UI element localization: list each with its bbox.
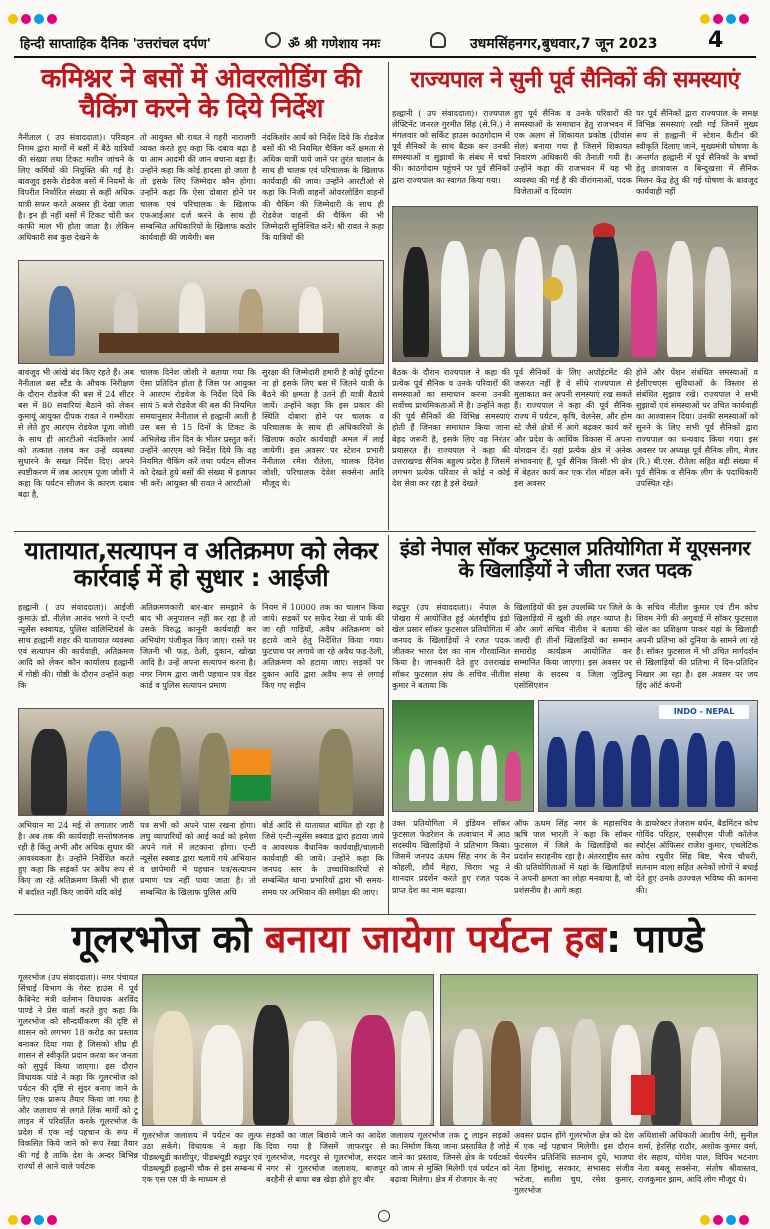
futsal-col2: खिलाड़ियों की इस उपलब्धि पर जिले के खिलाड़ियों में खुशी की लहर व्याप्त है। और आगे सचिव नीतीश ने बताया की जल्दी ही तीनों खिलाड़ियों का सम्मान समारोह कार्यक्रम आयोजित कर सम्मानित किया जाएगा। इस अवसर पर संस्था के सदस्य व जिला जुडिल्यू एसोसिएशन [514,602,632,690]
footer-dots-left [8,1210,68,1222]
gathering-photo [440,974,758,1126]
headline-futsal: इंडो नेपाल सॉकर फुटसाल प्रतियोगिता में यूएसनगर के खिलाड़ियों ने जीता रजत पदक [399,536,751,583]
masthead-date: उधमसिंहनगर,बुधवार,7 जून 2023 [470,36,658,52]
vertical-divider [388,62,389,530]
vertical-divider-2 [388,535,389,915]
page-number: 4 [708,28,724,53]
headline-gularbhoj [18,918,758,972]
governor-col1b: बैठक के दौरान राज्यपाल ने कहा की प्रत्येक पूर्व सैनिक व उनके परिवारों की समस्याओं का समाधान करना उनकी सर्वोच्च प्राथमिकताओं में है। उन्होंने कहा की पूर्व सैनिकों की विभिन्न समस्याएं होती हैं जिनका समाधान किया जाना बेहद जरूरी है, इसके लिए वह निरंतर प्रयासरत हैं। राज्यपाल ने कहा की उत्तराखण्ड सैनिक बहुल्य प्रदेश है जिसमें लगभग प्रत्येक परिवार से कोई न कोई देश सेवा कर रहा है इसे देखते [392,367,510,488]
traffic-col3b: बोर्ड आदि से यातायात बाधित हो रहा है जिसे एन्टी-न्यूसेंस स्क्वाड द्वारा हटाया जाये व आवश्यक वैधानिक कार्यवाही/चालानी कार्यवाही की जाये। उन्होंने कहा कि जनपद स्तर के उच्चाधिकारियों से सम्बन्धित थाना प्रभारियों द्वारा भी समय-समय पर अभियान की समीक्षा की जाए। [262,820,384,897]
overloading-col2: तो आयुक्त श्री रावत ने गहरी नाराजगी व्यक्त करते हुए कहा कि दबाव बढ़ा है या आम आदमी की जान बचाना बड़ा है। उन्होंने कहा कि कोई हादसा हो जाता है तो इसके लिए जिम्मेदार कौन होगा। उन्होंने कहा कि ऐसा दोबारा होने पर चालक एवं परिचालक के खिलाफ एफआईआर दर्ज करने के साथ ही सम्बन्धित अधिकारियों के खिलाफ कठोर कार्यवाही की जायेगी। बस [140,132,256,242]
governor-col2b: पूर्व सैनिकों के लिए अपॉइंटमेंट की जरूरत नहीं है वे सीधे राज्यपाल से मुलाकात कर अपनी समस्याएं रख सकते हैं। राज्यपाल ने कहा की पूर्व सैनिक राज्य में पर्यटन, कृषि, वेलनेस, और होम स्टे जैसे क्षेत्रों में आगे बढ़कर कार्य करें और प्रदेश के आर्थिक विकास में अपना योगदान दें। यहां प्रत्येक क्षेत्र में अनेक संभावनाएं हैं, पूर्व सैनिक किसी भी क्षेत्र में बेहतर कार्य कर एक रोल मॉडल बनें। इस अवसर [514,367,632,488]
futsal-col3: के सचिव नीतीश कुमार एवं टीम कोच शिवम नेगी की अगुवाई में सॉकर फुटसाल खेल का प्रशिक्षण पाकर यहां के खिलाड़ी अपनी प्रतिभा को दुनिया के सामने ला रहे हैं। सॉकर फुटसाल में भी उचित मार्गदर्शन से खिलाड़ियों की प्रतिभा में दिन-प्रतिदिन निखार आ रहा है। इस अवसर पर जय हिंद ऑर्ट कंपनी [636,602,758,690]
overloading-col1: नैनीताल ( उप संवाददाता)। परिवहन निगम द्वारा मार्गों में बसों में बैठे यात्रियों की संख्या तथा टिकट मशीन जांचने के लिए कर्मियों की नियुक्ति की गई है। बावजूद इसके रोडवेज बसों में नियमों के विपरीत निर्धारित संख्या से कहीं अधिक यात्री सफर करते अक्सर ही देखा जाता है। इन ही नहीं बसों में टिकट चोरी कर काफी माल भी होता जाता है। लेकिन अधिकारी सब कुछ देखने के [18,132,134,242]
futsal-banner: INDO - NEPAL [659,705,749,719]
futsal-col1: रुद्रपुर (उप संवाददाता)। नेपाल के पोखरा में आयोजित हुई अंतर्राष्ट्रीय इंडो खेल प्रसार सॉकर फुटसाल प्रतियोगिता में जनपद के खिलाड़ियों ने रजत पदक जीतकर भारत देश का नाम गौरवान्वित किया है। जानकारी देते हुए उत्तराखंड सॉकर फुटसाल संघ के सचिव नीतीश कुमार ने बताया कि [392,602,510,690]
traffic-col1: हल्द्वानी ( उप संवाददाता)। आईजी कुमाऊं डॉ. नीलेश आनंद भरणे ने एन्टी न्यूसेंस स्क्वायड, पुलिस वालिन्टियर्स के साथ हल्द्वानी शहर की यातायात व्यवस्था एवं सत्यापन की कार्यवाही, अतिक्रमण आदि को लेकर कौन कार्यालय हल्द्वानी में गोष्ठी की। गोष्ठी के दौरान उन्होंने कहा कि [18,602,134,690]
overloading-col3: नंदकिशोर आर्य को निर्देश दिये कि रोडवेज बसों की भी नियमित चैकिंग करें क्षमता से अधिक यात्री पाये जाने पर तुरंत चालान के साथ ही चालक एवं परिचालक के खिलाफ कार्यवाही की जाय। उन्होंने आरटीओ से कहा कि निजी वाहनों ओवरलोडिंग वाहनों की चैकिंग की जिम्मेदारी के साथ ही रोडवेज वाहनों की चैकिंग की भी जिम्मेदारी सुनिश्चित करें। श्री रावत ने कहा कि यात्रियों की [262,132,384,242]
futsal-col3b: के डायरेक्टर तेजराम बर्धन, बैडमिंटन कोच गोविंद परिहार, एसबीएस पीजी कॉलेज स्पोर्ट्स ऑफिसर राजेश कुमार, एथलेटिक कोच रघुवीर सिंह बिष्ट, भैरव चौधरी, सतनाम वाला सहित अनेकों लोगों ने बधाई देते हुए उनके उज्ज्वल भविष्य की कामना की। [636,818,758,895]
press-conference-photo [142,974,434,1126]
om-emblem-icon [265,32,281,48]
headline-governor: राज्यपाल ने सुनी पूर्व सैनिकों की समस्याएं [410,67,740,93]
gularbhoj-col3: जलाशय गूलरभोज तक टू लाइन सड़कों का निर्माण किया जाना प्रस्तावित है जोड़े जाने का प्रस्ताव, जिनसे क्षेत्र के पर्यटकों को जाम से मुक्ति मिलेगी एवं पर्यटन को बढ़ावा मिलेगा। क्षेत्र में रोजगार के नए [390,1130,510,1185]
section-rule-2 [14,914,756,915]
section-rule [14,531,756,532]
futsal-team-photo-1 [392,700,534,812]
headline-gularbhoj-part3: : पाण्डे [605,917,705,961]
governor-col1: हल्द्वानी ( उप संवाददाता)। राज्यपाल लेफ्टिनेंट जनरल गुरमीत सिंह (से.नि.) ने मंगलवार को सर्किट हाउस काठगोदाम में पूर्व सैनिकों के साथ बैठक कर उनकी समस्याओं व सुझावों के संबंध में चर्चा की। काठगोदाम पहुंचने पर पूर्व सैनिकों द्वारा राज्यपाल का स्वागत किया गया। [392,108,510,185]
traffic-col2: अतिक्रमणकारी बार-बार समझाने के बाद भी अनुपालन नहीं कर रहा है तो उसके विरुद्ध कानूनी कार्यवाही कर अभियोग पंजीकृत किए जाए। रास्ते पर जितनी भी फड़, ठेली, दुकान, खोखा आदि है। उन्हें अपना सत्यापन करना है। नगर निगम द्वारा जारी पहचान पत्र वेंडर कार्ड व पुलिस सत्यापन प्रमाण [140,602,256,690]
governor-col3b: होने और पेंशन संबंधित समस्याओं व ईसीएचएस सुविधाओं के विस्तार से संबंधित सुझाव रखे। राज्यपाल ने सभी सुझावों एवं समस्याओं पर उचित कार्यवाही का आश्वासन दिया। उनकी समस्याओं को सुनने के लिए सभी पूर्व सैनिकों द्वारा राज्यपाल का धन्यवाद किया गया। इस अवसर पर अध्यक्ष पूर्व सैनिक लीग, मेजर (रि.) बी.एस. रौतेला सहित बड़ी संख्या में पूर्व सैनिक व सैनिक लीग के पदाधिकारी उपस्थित रहे। [636,367,758,488]
ganesh-emblem-icon [430,32,446,48]
futsal-col1b: उक्त प्रतियोगिता में इंडियन सॉकर फुटसाल फेडरेशन के तत्वाधान में आठ सदस्यीय खिलाड़ियों ने प्रतिभाग किया। जिसमें जनपद ऊधम सिंह नगर के नैन कोहली, शौर्य मेहरा, चिराग भट्ट ने शानदार प्रदर्शन करते हुए रजत पदक प्राप्त देश का नाम बढ़ाया। [392,818,510,895]
governor-photo [392,206,758,362]
gularbhoj-col5: अधिशासी अधिकारी आशीष नेगी, सुनील शर्मा, हेरसिंह राठौर, अशोक कुमार वर्मा, शेर सहाय, योगेश पाल, विपिन भटनाग नेता बबलू सक्सेना, संतोष श्रीवास्तव, राजकुमार झाम, आदि लोग मौजूद थे। [638,1130,758,1185]
headline-gularbhoj-part2: बनाया जायेगा पर्यटन हब [264,917,606,961]
masthead-invocation: ॐ श्री गणेशाय नमः [288,37,381,52]
gularbhoj-intro: गूलरभोज (उप संवाददाता)। नगर पंचायत सिंचाई विभाग के गेस्ट हाउस में पूर्व कैबिनेट मंत्री वर्तमान विधायक अरविंद पाण्डे ने प्रेस वार्ता करते हुए कहा कि गूलरभोज को सौन्दर्यीकरण की दृष्टि से शासन को लगभग 18 करोड़ का प्रस्ताव बनाकर दिया गया है जिसको शीघ्र ही शासन से स्वीकृति प्रदान करवा कर जनता को सुपुर्द किया जाएगा। इस दौरान विधायक पांडे ने कहा कि गूलरभोज को पर्यटन की दृष्टि से सुंदर बनाए जाने के लिए एक प्रारूप तैयार किया जा गया है और जलाशय से लगते लिंक मार्गो को टू लाइन में परिवर्तित करके गूलरभोज के प्रदेश में एक नई पहचान के रूप में विकसित किये जाने को रूप रेखा तैयार की गई है ताकि देश के अन्दर बिभिन्न राज्यों से आने वाले पर्यटक [18,972,138,1171]
traffic-col3: नियम में 10000 तक का चालान किया जाये। सड़कों पर सफेद रेखा से पार्क की जा रही गाड़ियाँ, अवैध अतिक्रमण को हटाये जाने हेतु निर्देशित किया गया। फुटपाथ पर लगाये जा रहे अवैध फड़-ठेली, अतिक्रमण को हटाया जाए। सड़कों पर दुकान आदि द्वारा अवैध रूप से लगाई किए गए सड़ीन [262,602,384,690]
footer-registration-mark-icon [378,1210,390,1222]
governor-col2: हुए पूर्व सैनिक व उनके परिवारों की समस्याओं के समाधान हेतु राजभवन में एक अलग से शिकायत प्रकोष्ठ (ग्रीवांस सेल) बनाया गया है जिसमें शिकायत निवारण अधिकारी की तैनाती गयी है। उन्होंने कहा की राजभवन में यह भी व्यवस्था की गई है की वीरांगनाओं, पदक विजेताओं व दिव्यांग [514,108,632,196]
overloading-col2b: चालक दिनेश जोशी ने बताया गया कि ऐसा प्रतिदिन होता है जिस पर आयुक्त ने आरएम रोडवेज के निर्देश दिये कि सायं 5 बजे रोडवेज की बस की नियमित समयानुसार नैनीताल से हल्द्वानी आती है उस बस से 15 दिनों के टिकट के अभिलेख तीन दिन के भीतर प्रस्तुत करें। उन्होंने आरएम को निर्देश दिये कि वह नियमित चैकिंग करें तथा पर्यटन सीजन को देखते हुये बसों की संख्या में इजाफा भी करें। आयुक्त श्री रावत ने आरटीओ [140,367,256,488]
gularbhoj-col1: गूलरभोज जलाशय में पर्यटन का लुत्फ उठा सकेंगे। विधायक ने कहा कि पीडब्ल्यूडी काशीपुर, पीडब्ल्यूडी रुद्रपुर एवं पीडब्ल्यूडी हल्द्वानी चौक से इस सम्बन्ध में एक एस एस पी के माध्यम से [142,1130,262,1185]
headline-gularbhoj-part1: गूलरभोज को [71,917,265,961]
overloading-col3b: सुरक्षा की जिम्मेदारी हमारी है कोई दुर्घटना ना हो इसके लिए बस में जितने यात्री के बैठने की क्षमता है उतने ही यात्री बैठाये जायें। उन्होंने कहा कि इस प्रकार की स्थिति दोबारा होने पर चालक व परिचालक के साथ ही अधिकारियों के खिलाफ कठोर कार्यवाही अमल में लाई जायेगी। इस अवसर पर स्टेशन प्रभारी नैनीताल रमेश रौतेला, चालक दिनेश जोशी, परिचालक देवेश सक्सेना आदि मौजूद थे। [262,367,384,488]
overloading-col1b: बावजूद भी आंखे बंद किए रहते हैं। अब नैनीताल बस स्टैंड के औचक निरीक्षण के दौरान रोडवेज की बस में 24 सीटर बस में 80 सवारियां बैठाने को लेकर कुमायूं आयुक्त दीपक रावत ने गम्भीरता से लेते हुए आरएम रोडवेज पूजा जोशी के साथ ही आरटीओ नंदकिशोर आर्य को तत्काल तलब कर उन्हें व्यवस्था सुधारने के सख्त निर्देश दिए। अपने स्पष्टीकरण में जब आरएम पूजा जोशी ने कहा कि पर्यटन सीजन के कारण दबाव बढ़ा है, [18,367,134,500]
futsal-col2b: ऑफ ऊधम सिंह नगर के महासचिव ऋषि पाल भारती ने कहा कि सॉकर फुटसाल में जिले के खिलाड़ियों का प्रदर्शन सराहनीय रहा है। अंतरराष्ट्रीय स्तर की प्रतियोगिताओं में यहां के खिलाड़ियों ने अपनी क्षमता का लोहा मनवाया है, जो प्रशंसनीय है। आगे कहा [514,818,632,895]
headline-overloading: कमिश्नर ने बसों में ओवरलोडिंग की चैकिंग करने के दिये निर्देश [41,63,361,124]
futsal-team-photo-2 [538,700,758,812]
traffic-col1b: अभियान मा 24 मई से लगातार जारी है। अब तक की कार्यवाही सन्तोषजनक रही है किंतु अभी और अधिक सुधार की आवश्यकता है। उन्होंने निर्देशित करते हुए कहा कि सड़कों पर अवैध रूप से किए जा रहे अतिक्रमण किसी भी हाल में बर्दाश्त नहीं किए जायेंगे यदि कोई [18,820,134,897]
masthead-rule [14,56,756,58]
headline-traffic: यातायात,सत्यापन व अतिक्रमण को लेकर कार्रवाई में हो सुधार : आईजी [24,536,378,593]
color-dots-right [700,9,760,21]
masthead-paper-name: हिन्दी साप्ताहिक दैनिक 'उत्तरांचल दर्पण' [20,37,211,52]
gularbhoj-col4: अवसर प्रदान होंगे गूलरभोज क्षेत्र को देश में एक नई पहचान मिलेगी। इस दौरान चेयरमैन प्रतिनिधि सतनाम दुधे, भाजपा नेता हिमांशु, सरकार, सभासद संजीव भटेजा, सतीश चुघ, रमेश कुमार, गुलरभोज [514,1130,634,1196]
color-dots-left [8,9,68,21]
footer-dots-right [700,1210,760,1222]
ig-meeting-photo [18,708,384,816]
meeting-photo [18,260,384,364]
traffic-col2b: पत्र सभी को अपने पास रखना होगा। लघु व्यापारियों को आई कार्ड को हमेशा अपने गले में लटकाना होगा। एन्टी न्यूसेंस स्क्वाड द्वारा चलाये गये अभियान व छापेमारी में पहचान पत्र/सत्यापन प्रमाण पत्र नहीं पाया जाता है। तो सम्बन्धित के खिलाफ पुलिस अधि [140,820,256,897]
governor-col3: पर पूर्व सैनिकों द्वारा राज्यपाल के समक्ष विभिन्न समस्याएं रखी गई जिनमें मुख्य रूप से हल्द्वानी में स्टेशन कैंटीन की स्वीकृति दिलाए जाने, मुख्यमंत्री घोषणा के अन्तर्गत हल्द्वानी में पूर्व सैनिकों के बच्चों हेतु छात्रावास व बिन्दुखत्ता में सैनिक मिलन केंद्र हेतु की गई घोषणा के बावजूद कार्यवाही नहीं [636,108,758,196]
gularbhoj-col2: सड़कों का जाल बिछाये जाने का आदेश दिया गया है जिसमें जाफरपुर से गूलरभोज, गदरपुर से गूलरभोज, सरदार नगर से गूलरभोज जलाशय, बाजपुर बरहैनी से बाया बन्न खेड़ा होते हुए बौर [266,1130,386,1185]
